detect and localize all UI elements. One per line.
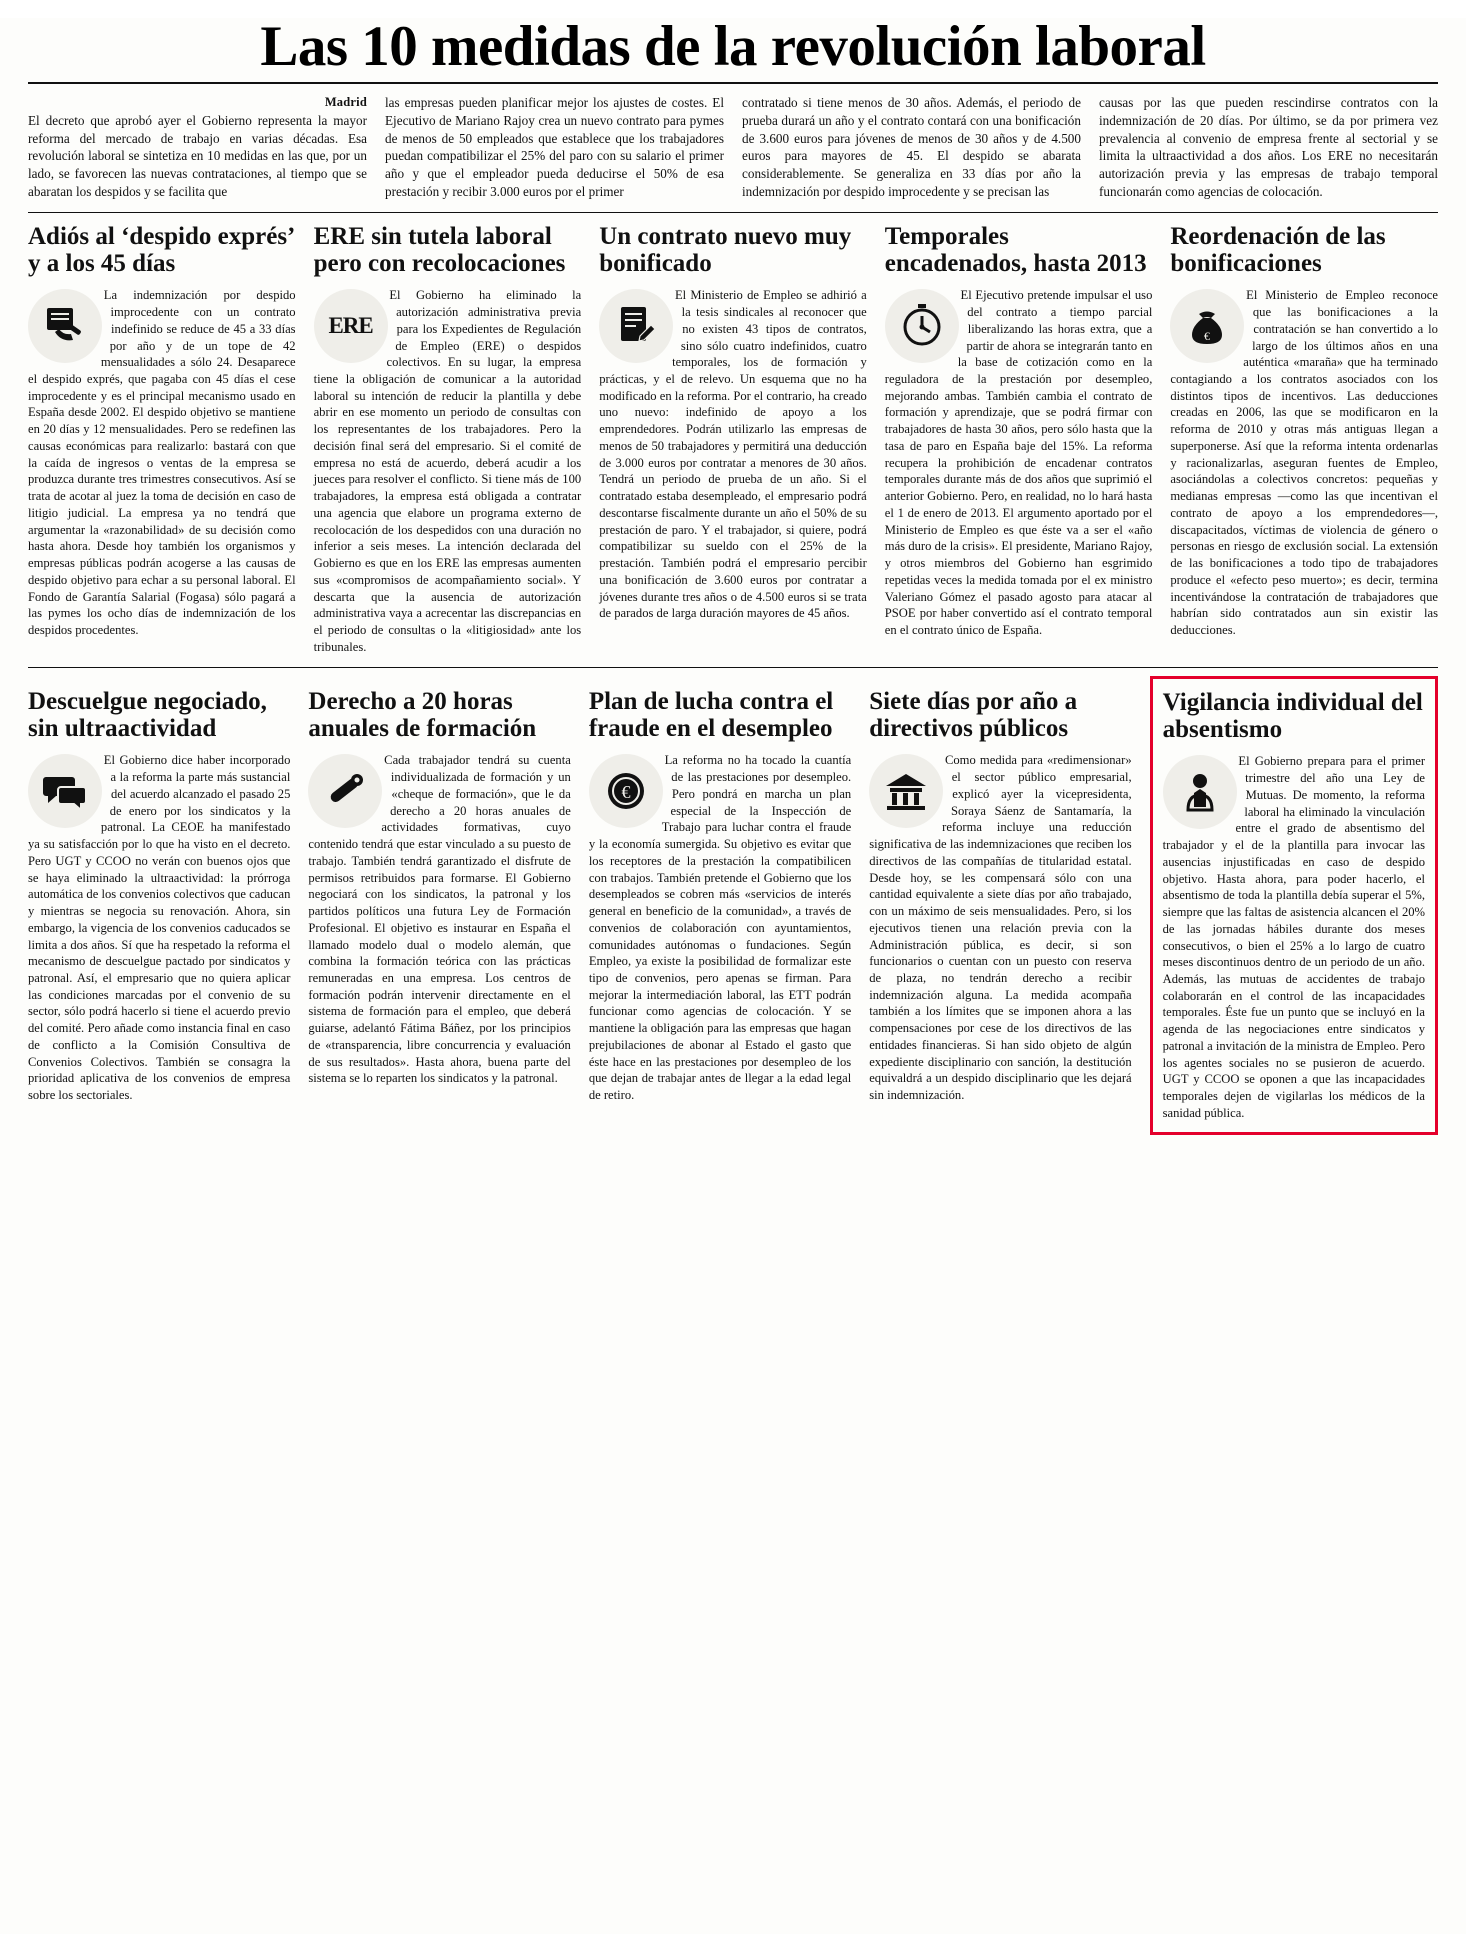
intro-column-3: contratado si tiene menos de 30 años. Además, el periodo de prueba durará un año y el contrato contará con una bonificación de 3.600 euros para jóvenes de menos de 30 años y de 4.500 euros para mayores de 45. El despido se abarata considerablemente. Se generaliza en 33 días por año la indemnización por despido improcedente y se precisan las [742,95,1081,199]
ere-label: ERE [328,313,373,339]
measure-card-5 [1170,213,1438,655]
measure-title: Derecho a 20 horas anuales de formación [308,688,537,743]
government-building-icon [869,754,943,828]
measure-title: Un contrato nuevo muy bonificado [599,223,852,278]
hand-signing-document-icon [28,289,102,363]
contract-document-pen-icon [599,289,673,363]
measure-title: Siete días por año a directivos públicos [869,688,1078,743]
intro-text-1: El decreto que aprobó ayer el Gobierno representa la mayor reforma del mercado de trabajo en varias décadas. Esa revolución laboral se sintetiza en 10 medidas en las que, por un lado, se favorecen las nuevas contrataciones, al tiempo que se abaratan los despidos y se facilita que [28,112,367,199]
measure-text: El Ministerio de Empleo reconoce que las bonificaciones a la contratación se han convertido a lo largo de los últimos años en una auténtica «maraña» que ha terminado contagiando a los contratos asociados con los distintos tipos de incentivos. Las deducciones creadas en 2006, las que se modificaron en la reforma de 2010 y otras más antiguas llegan a superponerse. Así que la reforma intenta ordenarlas y racionalizarlas, aseguran fuentes de Empleo, asociándolas a colectivos concretos: pequeñas y medianas empresas —como las que incentivan el contrato de apoyo a los emprendedores—, discapacitados, víctimas de violencia de género o personas en riesgo de exclusión social. La extensión de las bonificaciones a todo tipo de trabajadores produce el «efecto peso muerto»; es decir, termina incentivándose la contratación de trabajadores que habrían sido contratados aun sin existir las deducciones. [1170,288,1438,637]
measure-card-7 [308,678,570,1134]
intro-column-2: las empresas pueden planificar mejor los ajustes de costes. El Ejecutivo de Mariano Rajoy crea un nuevo contrato para pymes de menos de 50 empleados que establece que los trabajadores puedan compatibilizar el 25% del paro con su salario el primer año y que el empleador pueda deducirse el 50% de esa prestación y recibir 3.000 euros por el primer [385,95,724,199]
measure-title: Temporales encadenados, hasta 2013 [884,223,1147,278]
intro-column-4: causas por las que pueden rescindirse contratos con la indemnización de 20 días. Por último, se da por primera vez prevalencia al convenio de empresa frente al sectorial y se limita la ultraactividad a dos años. Los ERE no necesitarán autorización previa y las empresas de trabajo temporal funcionarán como agencias de colocación. [1099,95,1438,199]
clock-icon [885,289,959,363]
headline-rule [28,82,1438,84]
measures-row-2 [28,678,1438,1134]
measure-card-3 [599,213,867,655]
rows-separator [28,667,1438,668]
newspaper-page [0,15,1466,1934]
measure-card-6 [28,678,290,1134]
ere-text-icon [314,289,388,363]
dateline: Madrid [324,95,367,110]
diploma-scroll-icon [308,754,382,828]
measure-title: Descuelgue negociado, sin ultraactividad [28,688,267,743]
measure-card-8 [589,678,851,1134]
measure-text: El Ministerio de Empleo se adhirió a la tesis sindicales al reconocer que no existen 43 tipos de contratos, sino sólo cuatro indefinidos, cuatro temporales, los de formación y prácticas, y el de relevo. Un esquema que no ha modificado en la reforma. Por el contrario, ha creado uno nuevo: indefinido de apoyo a los emprendedores. Podrán utilizarlo las empresas de menos de 50 trabajadores y permitirá una deducción de 3.000 euros por contratar a menores de 30 años. Tendrá un periodo de prueba de un año. Si el contratado estaba desempleado, el empresario podrá descontarse fiscalmente durante un año el 50% de su prestación de paro. Y el trabajador, si quiere, podrá compatibilizar su sueldo con el 25% de la prestación. También podrá el empresario percibir una bonificación de 3.600 euros por contratar a jóvenes durante tres años o de 4.500 euros si se trata de parados de larga duración mayores de 45 años. [599,288,867,621]
measure-title: Reordenación de las bonificaciones [1170,223,1386,278]
intro-column-1 [28,94,367,200]
svg-text:€: € [1204,329,1211,344]
measure-text: La indemnización por despido improcedente con un contrato indefinido se reduce de 45 a 33 días por año y de un tope de 42 mensualidades a sólo 24. Desaparece el despido exprés, que pagaba con 45 días el cese improcedente y es el principal mecanismo usado en España desde 2002. El despido objetivo se mantiene en 20 días y 12 mensualidades. Pero se redefinen las causas económicas para realizarlo: bastará con que la caída de ingresos o ventas de la empresa se produzca durante tres trimestres consecutivos. Así se trata de acotar al juez la toma de decisión en caso de litigio judicial. La empresa ya no tendrá que argumentar la «razonabilidad» de su decisión como hasta ahora. Desde hoy también los organismos y empresas públicas podrán acogerse a las causas de despido objetivo para echar a su personal laboral. El Fondo de Garantía Salarial (Fogasa) sólo pagará a las pymes los ocho días de indemnización de los despidos procedentes. [28,288,296,637]
measure-card-9 [869,678,1131,1134]
intro-block [28,94,1438,200]
person-doctor-icon [1163,755,1237,829]
money-bag-icon [1170,289,1244,363]
measure-card-4 [885,213,1153,655]
measure-title: Plan de lucha contra el fraude en el desempleo [588,688,834,743]
measure-title: Vigilancia individual del absentismo [1162,689,1423,744]
measures-row-1 [28,213,1438,655]
speech-bubbles-icon [28,754,102,828]
measure-text: El Gobierno dice haber incorporado a la reforma la parte más sustancial del acuerdo alcanzado el pasado 25 de enero por los sindicatos y la patronal. La CEOE ha manifestado ya su satisfacción por lo que ha visto en el decreto. Pero UGT y CCOO no verán con buenos ojos que se haya eliminado la ultraactividad: la prórroga automática de los convenios colectivos que caducan y mientras se negocia su renovación. Ahora, sin embargo, la vigencia de los convenios caducados se limita a dos años. Sí que ha respetado la reforma el mecanismo de descuelgue pactado por sindicatos y patronal. Así, el empresario que no quiera aplicar las condiciones marcadas por el convenio de su sector, sólo podrá hacerlo si tiene el acuerdo previo del comité. Pero añade como instancia final en caso de conflicto a la Comisión Consultiva de Convenios Colectivos. También se consagra la prioridad aplicativa de los convenios de empresa sobre los sectoriales. [28,753,291,1103]
measure-text: Cada trabajador tendrá su cuenta individualizada de formación y un «cheque de formación», que le da derecho a 20 horas anuales de actividades formativas, cuyo contenido tendrá que estar vinculado a su puesto de trabajo. También tendrá garantizado el disfrute de permisos retribuidos para formarse. El Gobierno negociará con los sindicatos, la patronal y los partidos políticos una futura Ley de Formación Profesional. El objetivo es instaurar en España el llamado modelo dual o modelo alemán, que combina la formación teórica con las prácticas remuneradas en una empresa. Los centros de formación podrán intervenir directamente en el sistema de formación para el empleo, que deberá guiarse, adelantó Fátima Báñez, por los principios de «transparencia, libre concurrencia y evaluación de sus resultados». Hasta ahora, buena parte del sistema se lo reparten los sindicatos y la patronal. [308,753,571,1086]
svg-text:€: € [621,782,631,803]
measure-card-2 [314,213,582,655]
page-title: Las 10 medidas de la revolución laboral [260,15,1206,78]
euro-coin-icon [589,754,663,828]
measure-text: El Gobierno ha eliminado la autorización administrativa previa para los Expedientes de Regulación de Empleo (ERE) o despidos colectivos. En su lugar, la empresa tiene la obligación de comunicar a la autoridad laboral su intención de reducir la plantilla y debe abrir en ese momento un periodo de consultas con los representantes de los trabajadores. Pero la decisión final será del empresario. Si el comité de empresa no está de acuerdo, deberá acudir a los jueces para resolver el conflicto. Si tiene más de 100 trabajadores, la empresa está obligada a contratar una agencia que elabore un programa externo de recolocación de los despedidos con una duración no inferior a seis meses. La intención declarada del Gobierno es que en los ERE las empresas aumenten sus «compromisos de acompañamiento social». Y descarta que la ausencia de autorización administrativa vaya a acrecentar las discrepancias en el periodo de consultas o la «litigiosidad» ante los tribunales. [313,288,582,654]
measure-card-1 [28,213,296,655]
measure-text: La reforma no ha tocado la cuantía de las prestaciones por desempleo. Pero pondrá en marcha un plan especial de la Inspección de Trabajo para luchar contra el fraude y la economía sumergida. Su objetivo es evitar que los receptores de la prestación la compatibilicen con trabajos. También pretende el Gobierno que los desempleados se cobren más «servicios de interés general en beneficio de la comunidad», a través de convenios de colaboración con ayuntamientos, comunidades autónomas o fundaciones. Según Empleo, ya existe la posibilidad de formalizar este tipo de convenios, pero apenas se firman. Para mejorar la intermediación laboral, las ETT podrán funcionar como agencias de colocación. Y se mantiene la obligación para las empresas que hagan prejubilaciones de abonar al Estado el gasto que éste hace en las prestaciones por desempleo de los que dejan de trabajar antes de llegar a la edad legal de retiro. [588,753,852,1103]
measure-title: Adiós al ‘despido exprés’ y a los 45 días [28,223,294,278]
measure-title: ERE sin tutela laboral pero con recolocaciones [313,223,566,278]
measure-card-10 [1150,676,1438,1134]
measure-text: Como medida para «redimensionar» el sector público empresarial, explicó ayer la vicepresidenta, Soraya Sáenz de Santamaría, la reforma incluye una reducción significativa de las indemnizaciones que reciben los directivos de las compañías de titularidad estatal. Desde hoy, se les compensará sólo con una cantidad equivalente a siete días por año trabajado, con un máximo de seis mensualidades. Pero, si los ejecutivos tienen una relación previa con la Administración pública, es decir, si son funcionarios o cuentan con un puesto con reserva de plaza, no tendrán derecho a recibir indemnización alguna. La medida acompaña también a los límites que se imponen ahora a las compensaciones por cese de los directivos de las entidades financieras. Si han sido objeto de algún expediente disciplinario con sanción, la destitución equivaldrá a un despido disciplinario que les dejará sin indemnización. [869,753,1132,1103]
measure-text: El Ejecutivo pretende impulsar el uso del contrato a tiempo parcial liberalizando las horas extra, que a partir de ahora se integrarán tanto en la base de cotización como en la reguladora de la prestación por desempleo, mejorando ambas. También cambia el contrato de formación y aprendizaje, que se podrá firmar con trabajadores de hasta 30 años, pero sólo hasta que la tasa de paro en España baje del 15%. La reforma recupera la prohibición de encadenar contratos temporales durante más de dos años que suprimió el anterior Gobierno. Pero, en realidad, no lo hará hasta el 1 de enero de 2013. El argumento aportado por el Ministerio de Empleo es que éste va a ser el «año más duro de la crisis». El presidente, Mariano Rajoy, y otros miembros del Gobierno han esgrimido repetidas veces la medida tomada por el ex ministro Valeriano Gómez el pasado agosto para atacar al PSOE por haber convertido así el contrato temporal en el contrato único de España. [884,288,1153,637]
measure-text: El Gobierno prepara para el primer trimestre del año una Ley de Mutuas. De momento, la reforma laboral ha eliminado la vinculación entre el grado de absentismo del trabajador y el de la plantilla para invocar las ausencias injustificadas en caso de despido objetivo. Hasta ahora, para poder hacerlo, el absentismo de toda la plantilla debía superar el 5%, siempre que las faltas de asistencia alcancen el 20% de las jornadas hábiles durante dos meses consecutivos, o bien el 25% a lo largo de cuatro meses discontinuos dentro de un periodo de un año. Además, las mutuas de accidentes de trabajo colaborarán en el control de las incapacidades temporales. Éste fue un punto que se incluyó en la agenda de las negociaciones entre sindicatos y patronal a invitación de la ministra de Empleo. Pero los agentes sociales no se pusieron de acuerdo. UGT y CCOO se oponen a que las incapacidades temporales dejen de vigilarlas los médicos de la sanidad pública. [1162,754,1426,1120]
